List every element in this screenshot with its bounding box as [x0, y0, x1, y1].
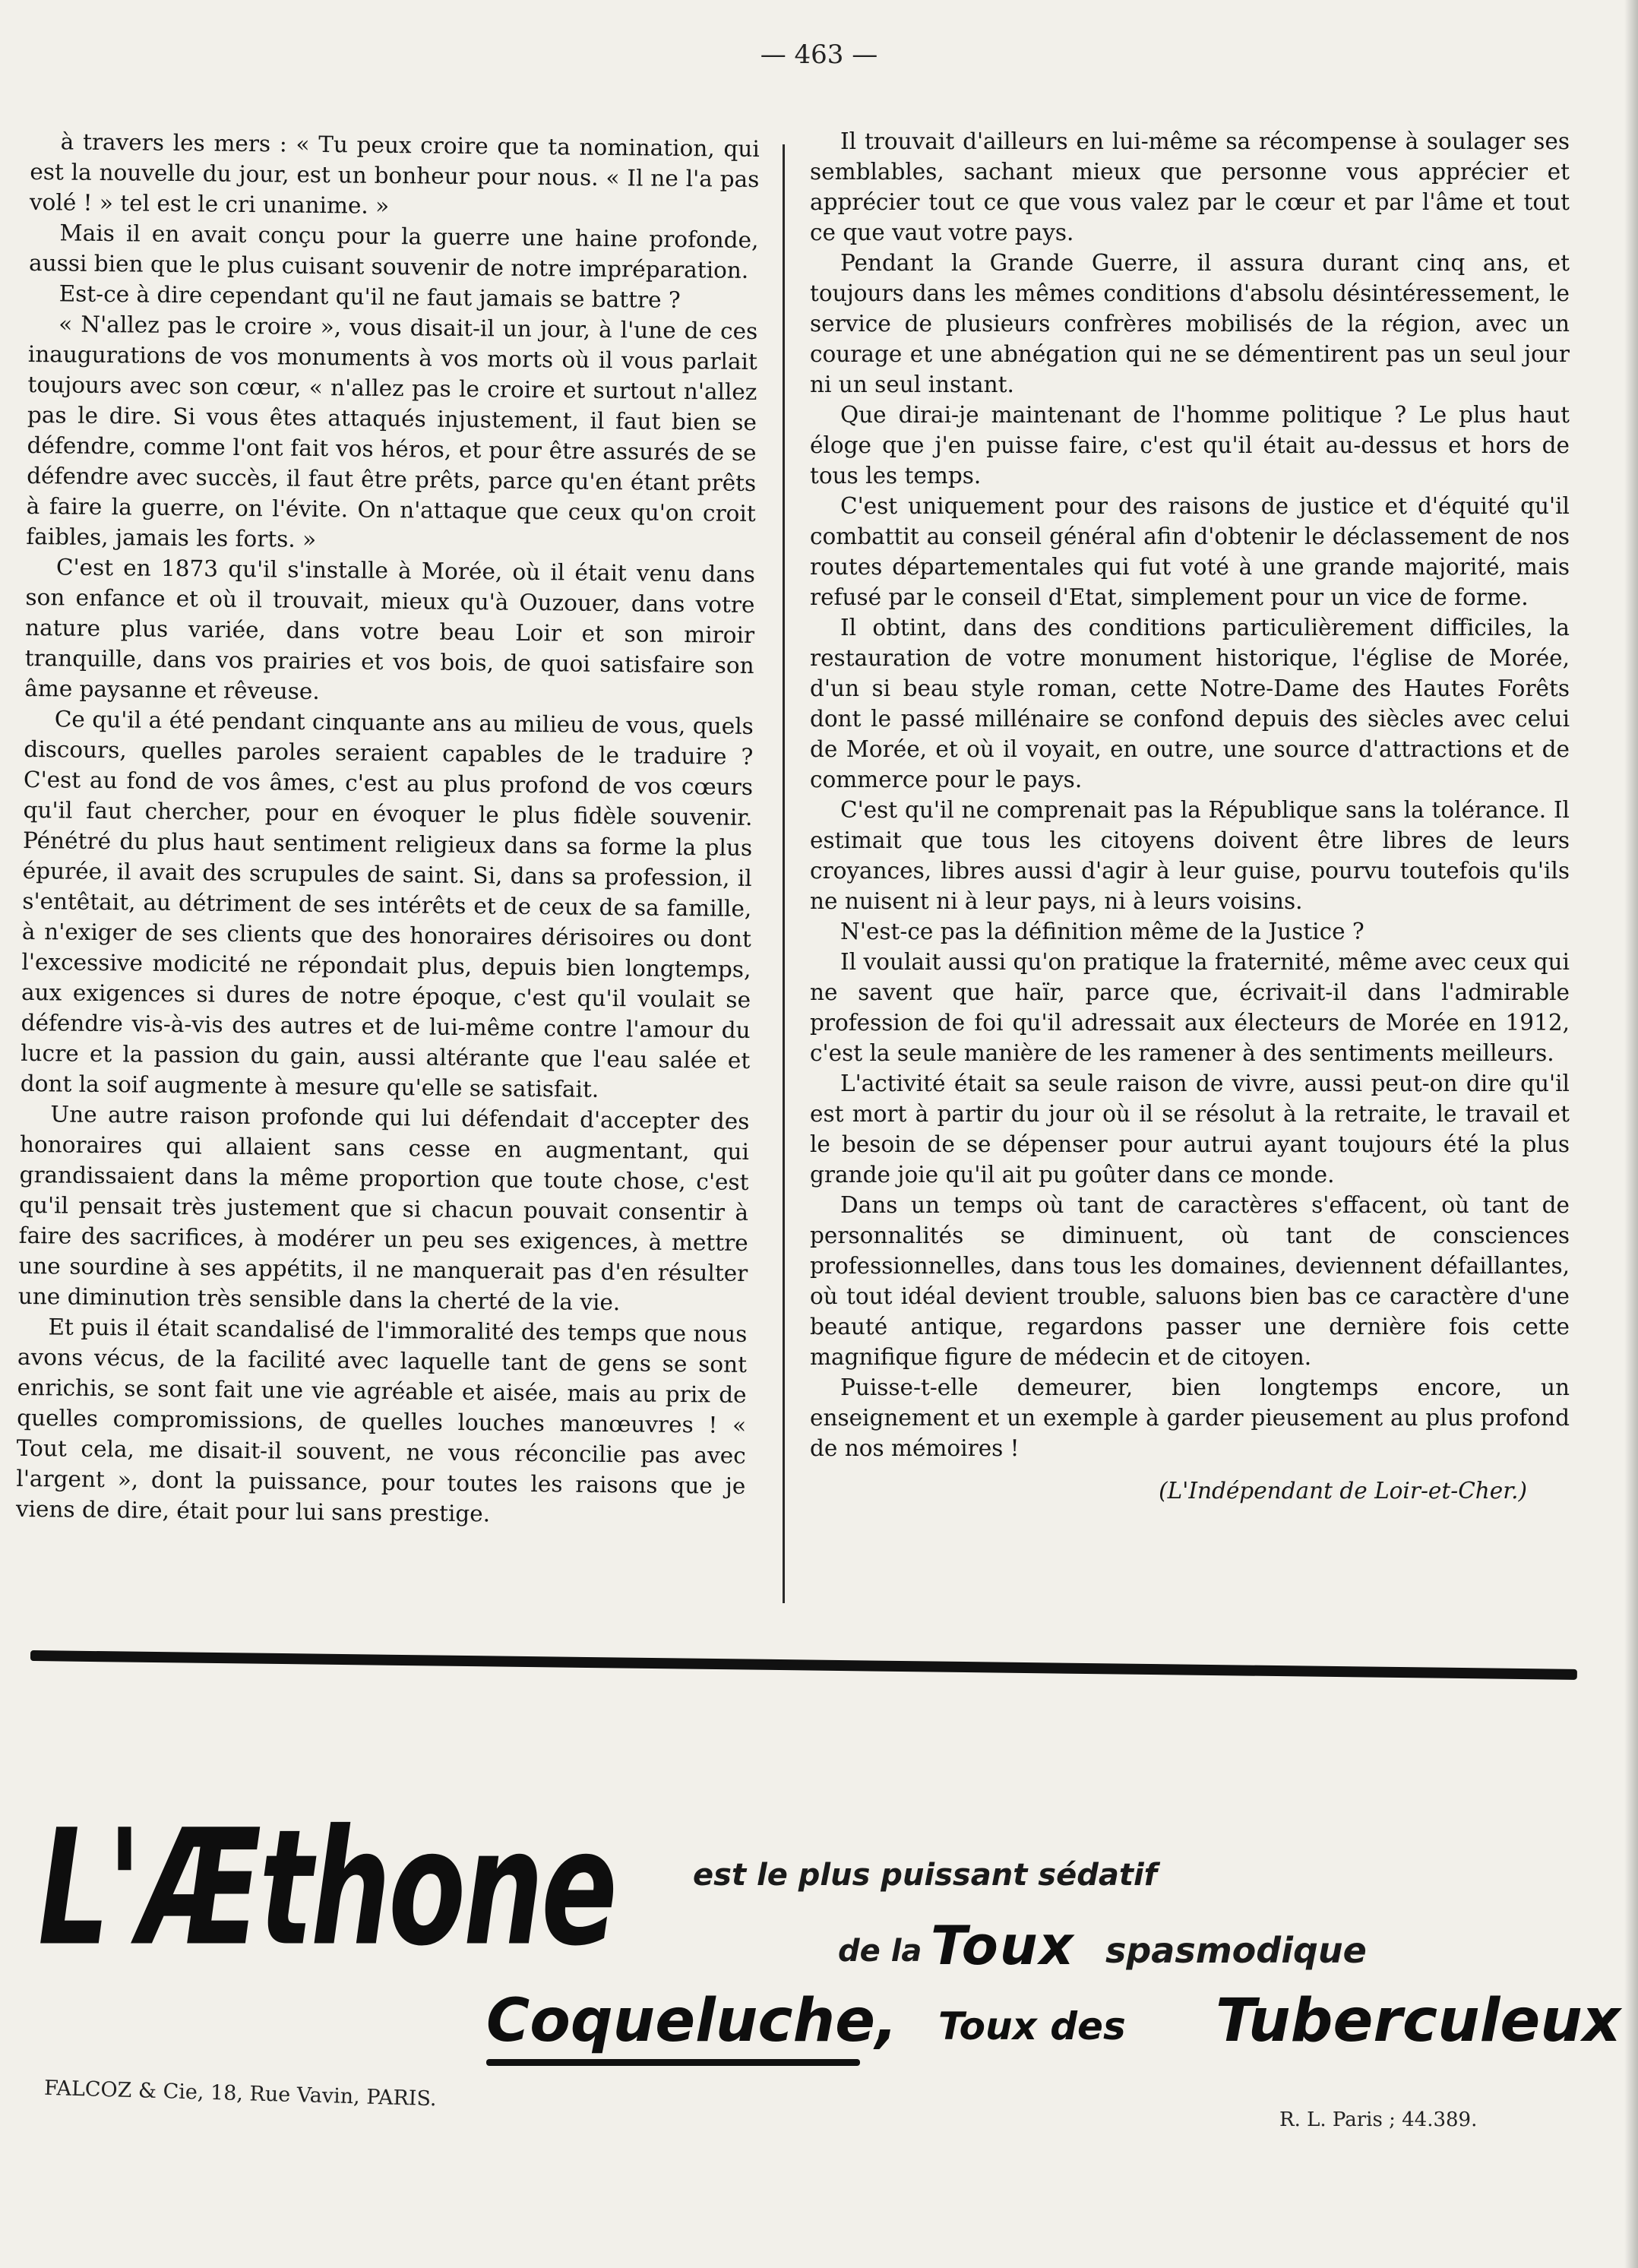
- paragraph: « N'allez pas le croire », vous disait-il un jour, à l'une de ces inaugurations de vos monuments à vos morts où il vous parlait toujours avec son cœur, « n'allez pas le croire et surtout n'allez pas le dire. Si vous êtes attaqués injustement, il faut bien se défendre, comme l'ont fait vos héros, et pour être assurés de se défendre avec succès, il faut être prêts, parce qu'en étant prêts à faire la guerre, on l'évite. On n'attaque que ceux qu'on croit faibles, jamais les forts. »: [26, 311, 758, 552]
- paragraph: Est-ce à dire cependant qu'il ne faut jamais se battre ?: [58, 280, 681, 313]
- ad-line-3-b: Toux des: [938, 2004, 1126, 2048]
- brand-name: L'Æthone: [38, 1795, 615, 1982]
- page-edge-shadow: [1624, 0, 1638, 2268]
- paragraph: Il trouvait d'ailleurs en lui-même sa récompense à soulager ses semblables, sachant mieux que personne vous apprécier et apprécier tout ce que vous valez par le cœur et par l'âme et tout ce que vaut votre pays.: [810, 128, 1570, 245]
- signature: (L'Indépendant de Loir-et-Cher.): [1159, 1478, 1527, 1504]
- paragraph: Il obtint, dans des conditions particulièrement difficiles, la restauration de votre monument historique, l'église de Morée, d'un si beau style roman, cette Notre-Dame des Hautes Forêts dont le passé millénaire se confond depuis des siècles avec celui de Morée, et où il voyait, en outre, une source d'attractions et de commerce pour le pays.: [810, 615, 1570, 792]
- paragraph: C'est qu'il ne comprenait pas la République sans la tolérance. Il estimait que tous les citoyens doivent être libres de leurs croyances, libres aussi d'agir à leur guise, pourvu toutefois qu'ils ne nuisent ni à leur pays, ni à leurs voisins.: [810, 797, 1570, 914]
- paragraph: Puisse-t-elle demeurer, bien longtemps encore, un enseignement et un exemple à garder pieusement au plus profond de nos mémoires !: [810, 1374, 1570, 1461]
- ad-underline: [486, 2059, 860, 2066]
- advertisement: [0, 1672, 1638, 2268]
- printer-reference: R. L. Paris ; 44.389.: [1279, 2108, 1478, 2131]
- column-divider: [783, 144, 785, 1603]
- paragraph: Et puis il était scandalisé de l'immoralité des temps que nous avons vécus, de la facilité avec laquelle tant de gens se sont enrichis, se sont fait une vie agréable et aisée, mais au prix de quelles compromissions, de quelles louches manœuvres ! « Tout cela, me disait-il souvent, ne vous réconcilie pas avec l'argent », dont la puissance, pour toutes les raisons que je viens de dire, était pour lui sans prestige.: [15, 1314, 748, 1527]
- paragraph: C'est en 1873 qu'il s'installe à Morée, où il était venu dans son enfance et où il trouvait, mieux qu'à Ouzouer, dans votre nature plus variée, dans votre beau Loir et son miroir tranquille, dans vos prairies et vos bois, de quoi satisfaire son âme paysanne et rêveuse.: [24, 554, 756, 705]
- paragraph: Il voulait aussi qu'on pratique la fraternité, même avec ceux qui ne savent que haïr, parce que, écrivait-il dans l'admirable profession de foi qu'il adressait aux électeurs de Morée en 1912, c'est la seule manière de les ramener à des sentiments meilleurs.: [810, 949, 1570, 1066]
- ad-line-3-a: Coqueluche,: [486, 1987, 898, 2055]
- paragraph: C'est uniquement pour des raisons de justice et d'équité qu'il combattit au conseil général afin d'obtenir le déclassement de nos routes départementales qui fut voté à une grande majorité, mais refusé par le conseil d'Etat, simplement pour un vice de forme.: [810, 493, 1570, 610]
- paragraph: Ce qu'il a été pendant cinquante ans au milieu de vous, quels discours, quelles paroles seraient capables de le traduire ? C'est au fond de vos âmes, c'est au plus profond de vos cœurs qu'il faut chercher, pour en évoquer le plus fidèle souvenir. Pénétré du plus haut sentiment religieux dans sa forme la plus épurée, il avait des scrupules de saint. Si, dans sa profession, il s'entêtait, au détriment de ses intérêts et de ceux de sa famille, à n'exiger de ses clients que des honoraires dérisoires ou dont l'excessive modicité ne répondait plus, depuis bien longtemps, aux exigences si dures de notre époque, c'est qu'il voulait se défendre vis-à-vis des autres et de lui-même contre l'amour du lucre et la passion du gain, aussi altérante que l'eau salée et dont la soif augmente à mesure qu'elle se satisfait.: [20, 706, 754, 1102]
- ad-line-3-c: Tuberculeux: [1216, 1987, 1621, 2055]
- paragraph: à travers les mers : « Tu peux croire que ta nomination, qui est la nouvelle du jour, est un bonheur pour nous. « Il ne l'a pas volé ! » tel est le cri unanime. »: [29, 128, 760, 219]
- left-column: [16, 126, 760, 1532]
- paragraph: N'est-ce pas la définition même de la Justice ?: [840, 919, 1364, 944]
- ad-line-2-emphasis: Toux: [931, 1915, 1075, 1977]
- paragraph: L'activité était sa seule raison de vivre, aussi peut-on dire qu'il est mort à partir du jour où il se résolut à la retraite, le travail et le besoin de se dépenser pour autrui ayant toujours été la plus grande joie qu'il ait pu goûter dans ce monde.: [810, 1071, 1570, 1188]
- publisher-address: FALCOZ & Cie, 18, Rue Vavin, PARIS.: [43, 2076, 438, 2111]
- right-column: [810, 126, 1570, 1506]
- paragraph: Une autre raison profonde qui lui défendait d'accepter des honoraires qui allaient sans cesse en augmentant, qui grandissaient dans la même proportion que toute chose, c'est qu'il pensait très justement que si chacun pouvait consentir à faire des sacrifices, à modérer un peu ses exigences, à mettre une sourdine à ses appétits, il ne manquerait pas d'en résulter une diminution très sensible dans la cherté de la vie.: [17, 1101, 750, 1316]
- ad-line-1: est le plus puissant sédatif: [693, 1858, 1158, 1893]
- ad-line-2-suffix: spasmodique: [1105, 1930, 1367, 1971]
- paragraph: Mais il en avait conçu pour la guerre une haine profonde, aussi bien que le plus cuisant souvenir de notre impréparation.: [28, 220, 759, 283]
- ad-line-2-prefix: de la: [838, 1934, 922, 1969]
- paragraph: Pendant la Grande Guerre, il assura durant cinq ans, et toujours dans les mêmes conditions d'absolu désintéressement, le service de plusieurs confrères mobilisés de la région, avec un courage et une abnégation qui ne se démentirent pas un seul jour ni un seul instant.: [810, 250, 1570, 397]
- page-number: — 463 —: [760, 40, 878, 70]
- paragraph: Que dirai-je maintenant de l'homme politique ? Le plus haut éloge que j'en puisse faire, c'est qu'il était au-dessus et hors de tous les temps.: [810, 402, 1570, 489]
- paragraph: Dans un temps où tant de caractères s'effacent, où tant de personnalités se diminuent, où tant de consciences professionnelles, dans tous les domaines, deviennent défaillantes, où tout idéal devient trouble, saluons bien bas ce caractère d'une beauté antique, regardons passer une dernière fois cette magnifique figure de médecin et de citoyen.: [810, 1192, 1570, 1370]
